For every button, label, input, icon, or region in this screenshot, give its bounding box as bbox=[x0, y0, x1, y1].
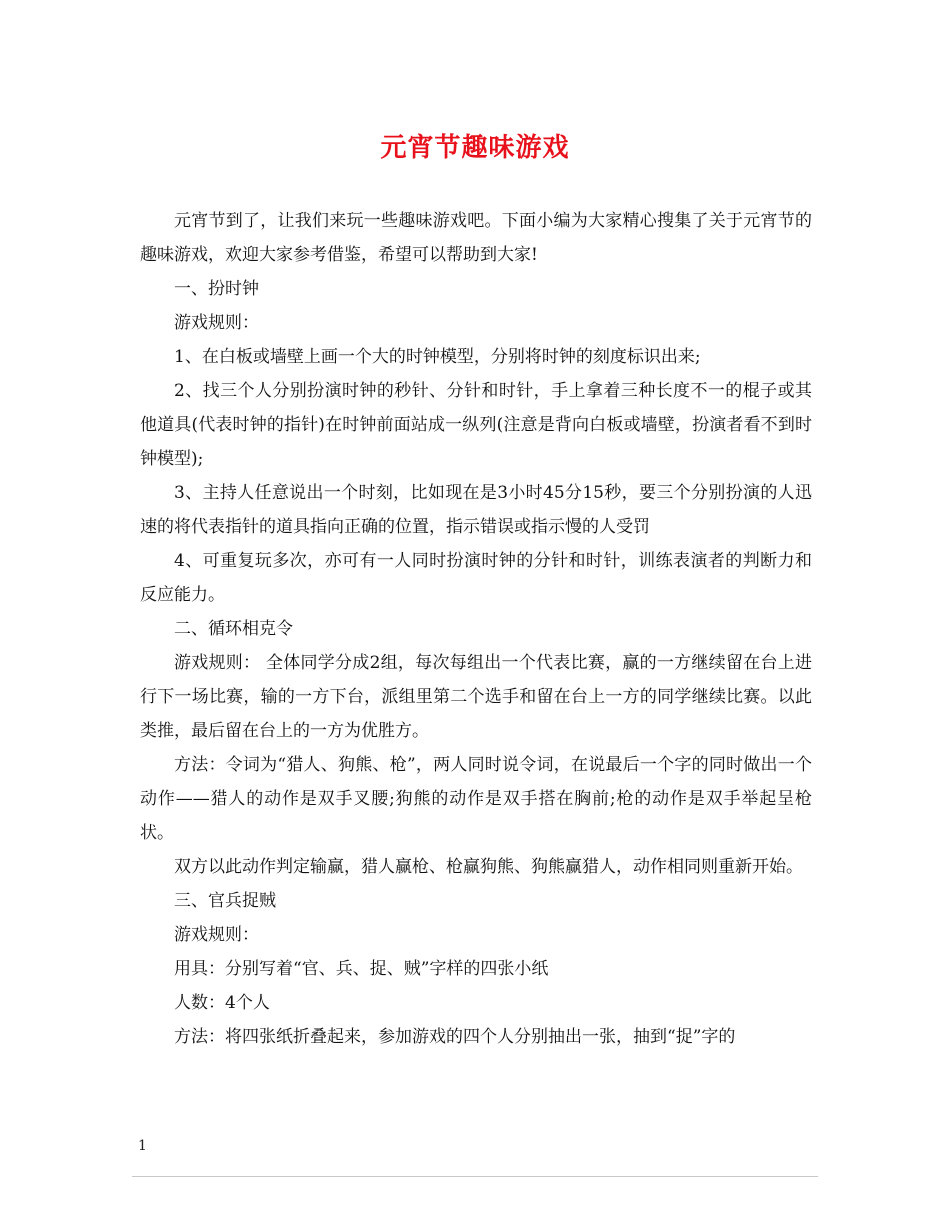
intro-paragraph: 元宵节到了，让我们来玩一些趣味游戏吧。下面小编为大家精心搜集了关于元宵节的趣味游戏，欢迎大家参考借鉴，希望可以帮助到大家! bbox=[140, 211, 812, 265]
tools-line: 用具：分别写着“官、兵、捉、贼”字样的四张小纸 bbox=[174, 959, 549, 979]
players-line: 人数：4个人 bbox=[174, 993, 270, 1013]
section-heading-1: 一、扮时钟 bbox=[174, 279, 259, 299]
method-paragraph: 方法：将四张纸折叠起来，参加游戏的四个人分别抽出一张，抽到“捉”字的 bbox=[174, 1027, 736, 1047]
rule-item: 1、在白板或墙壁上画一个大的时钟模型，分别将时钟的刻度标识出来; bbox=[174, 347, 701, 367]
section-heading-2: 二、循环相克令 bbox=[174, 619, 293, 639]
rule-item: 2、找三个人分别扮演时钟的秒针、分针和时针，手上拿着三种长度不一的棍子或其他道具(代表时钟的指针)在时钟前面站成一纵列(注意是背向白板或墙壁，扮演者看不到时钟模型); bbox=[140, 381, 812, 469]
method-paragraph: 方法：令词为“猎人、狗熊、枪”，两人同时说令词，在说最后一个字的同时做出一个动作——猎人的动作是双手叉腰;狗熊的动作是双手搭在胸前;枪的动作是双手举起呈枪状。 bbox=[140, 755, 812, 843]
page-number: 1 bbox=[138, 1138, 147, 1154]
rules-label: 游戏规则： bbox=[174, 313, 259, 333]
result-paragraph: 双方以此动作判定输赢，猎人赢枪、枪赢狗熊、狗熊赢猎人，动作相同则重新开始。 bbox=[174, 857, 803, 877]
rule-item: 4、可重复玩多次，亦可有一人同时扮演时钟的分针和时针，训练表演者的判断力和反应能力。 bbox=[140, 551, 812, 605]
document-body bbox=[140, 204, 812, 1054]
footer-divider bbox=[132, 1176, 818, 1177]
rule-item: 3、主持人任意说出一个时刻，比如现在是3小时45分15秒，要三个分别扮演的人迅速的将代表指针的道具指向正确的位置，指示错误或指示慢的人受罚 bbox=[140, 483, 812, 537]
rules-label: 游戏规则： bbox=[174, 925, 259, 945]
document-title: 元宵节趣味游戏 bbox=[380, 133, 570, 163]
section-heading-3: 三、官兵捉贼 bbox=[174, 891, 276, 911]
rules-paragraph: 游戏规则： 全体同学分成2组，每次每组出一个代表比赛，赢的一方继续留在台上进行下一场比赛，输的一方下台，派组里第二个选手和留在台上一方的同学继续比赛。以此类推，最后留在台上的一方为优胜方。 bbox=[140, 653, 812, 741]
